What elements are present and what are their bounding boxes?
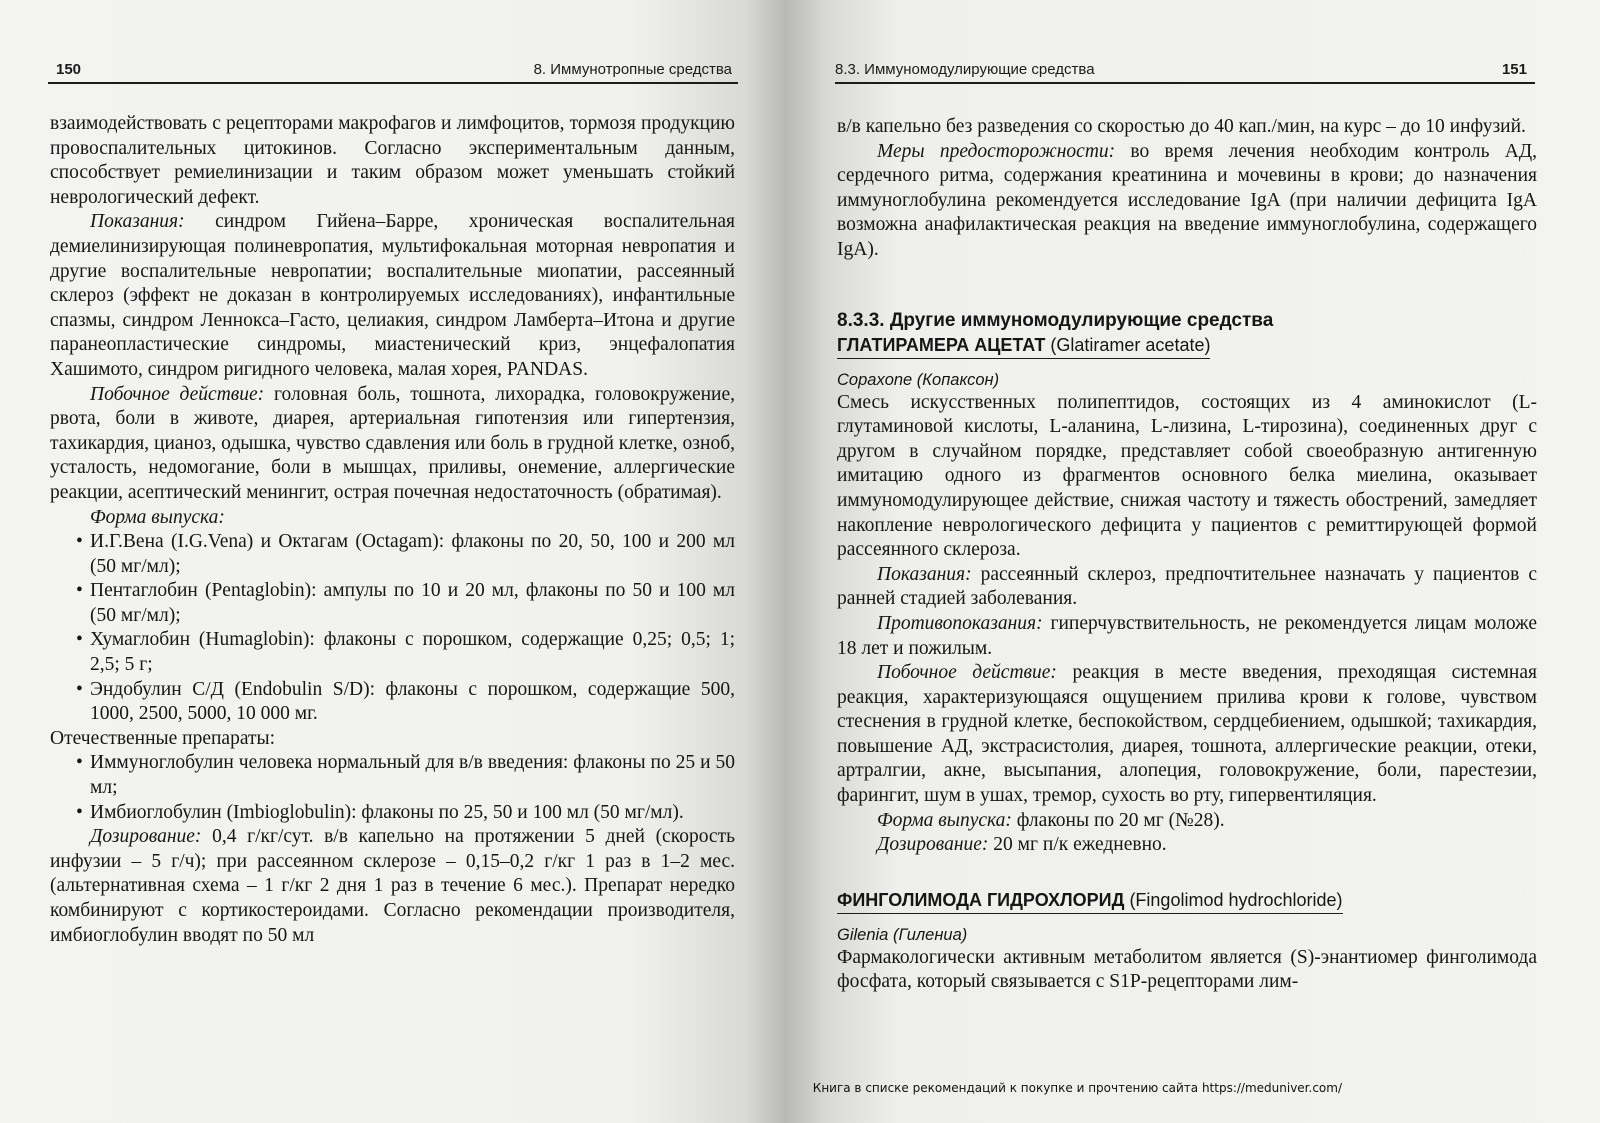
glatiramer-dosage bbox=[837, 833, 1537, 858]
left-chapter-title: 8. Иммунотропные средства bbox=[533, 61, 732, 78]
contraindications-label: Противопоказания: bbox=[877, 612, 1043, 634]
precautions-paragraph bbox=[837, 140, 1537, 263]
right-page bbox=[785, 0, 1600, 1123]
right-running-head bbox=[835, 52, 1535, 84]
fingolimod-name-lat: (Fingolimod hydrochloride) bbox=[1129, 889, 1343, 910]
side-effects-paragraph bbox=[50, 383, 735, 506]
left-page bbox=[0, 0, 785, 1123]
list-item: • Имбиоглобулин (Imbioglobulin): флаконы по 25, 50 и 100 мл (50 мг/мл). bbox=[76, 801, 684, 823]
side-effects-label: Побочное действие: bbox=[90, 383, 265, 405]
side-effects-label: Побочное действие: bbox=[877, 662, 1057, 684]
indications-text: рассеянный склероз, предпочтительнее назначать у пациентов с ранней стадией заболевания. bbox=[837, 563, 1537, 610]
release-form-text: флаконы по 20 мг (№28). bbox=[1016, 809, 1225, 831]
continuation-paragraph: в/в капельно без разведения со скоростью до 40 кап./мин, на курс – до 10 инфузий. bbox=[837, 116, 1526, 137]
list-item-text: Хумаглобин (Humaglobin): флаконы с порошком, содержащие 0,25; 0,5; 1; 2,5; 5 г; bbox=[90, 629, 735, 676]
glatiramer-name-ru: ГЛАТИРАМЕРА АЦЕТАТ bbox=[837, 334, 1046, 355]
domestic-label: Отечественные препараты: bbox=[50, 727, 276, 749]
indications-label: Показания: bbox=[877, 563, 972, 585]
side-effects-text: реакция в месте введения, преходящая системная реакция, характеризующаяся ощущением прилива крови к голове, чувством стеснения в грудной клетке, беспокойством, сердцебиением, одышкой; тахикардия, повышение АД, экстрасистолия, диарея, тошнота, аллергические реакции, отеки, артралгии, акне, высыпания, алопеция, головокружение, боли, парестезии, фарингит, шум в ушах, тремор, сухость во рту, гипервентиляция. bbox=[837, 662, 1537, 807]
glatiramer-contraindications bbox=[837, 612, 1537, 661]
glatiramer-name-lat: (Glatiramer acetate) bbox=[1050, 334, 1211, 355]
list-item: • Эндобулин С/Д (Endobulin S/D): флаконы с порошком, содержащие 500, 1000, 2500, 5000, 10 000 мг. bbox=[76, 678, 735, 725]
fingolimod-name-ru: ФИНГОЛИМОДА ГИДРОХЛОРИД bbox=[837, 889, 1125, 910]
right-page-body bbox=[837, 115, 1537, 995]
right-chapter-title: 8.3. Иммуномодулирующие средства bbox=[835, 61, 1095, 78]
list-item-text: Эндобулин С/Д (Endobulin S/D): флаконы с порошком, содержащие 500, 1000, 2500, 5000, 10 000 мг. bbox=[90, 678, 735, 725]
indications-text: синдром Гийена–Барре, хроническая воспалительная демиелинизирующая полиневропатия, мультифокальная моторная невропатия и другие воспалительные невропатии; воспалительные миопатии, рассеянный склероз (эффект не доказан в контролируемых исследованиях), инфантильные спазмы, синдром Леннокса–Гасто, целиакия, синдром Ламберта–Итона и другие паранеопластические синдромы, миастенический криз, энцефалопатия Хашимото, синдром ригидного человека, малая хорея, PANDAS. bbox=[50, 211, 736, 380]
list-item-text: И.Г.Вена (I.G.Vena) и Октагам (Octagam): флаконы по 20, 50, 100 и 200 мл (50 мг/мл); bbox=[90, 531, 735, 577]
dosage-text: 0,4 г/кг/сут. в/в капельно на протяжении 5 дней (скорость инфузии – 5 г/ч); при рассеянном склерозе – 0,15–0,2 г/кг 1 раз в 1–2 мес. (альтернативная схема – 1 г/кг 2 дня 1 раз в течение 6 мес.). Препарат нередко комбинируют с кортикостероидами. Согласно рекомендации производителя, имбиоглобулин вводят по 50 мл bbox=[50, 826, 736, 946]
list-item-text: Пентаглобин (Pentaglobin): ампулы по 10 и 20 мл, флаконы по 50 и 100 мл (50 мг/мл); bbox=[90, 580, 735, 626]
list-item: • Иммуноглобулин человека нормальный для в/в введения: флаконы по 25 и 50 мл; bbox=[76, 752, 735, 799]
dosage-label: Дозирование: bbox=[90, 826, 202, 848]
precautions-label: Меры предосторожности: bbox=[877, 140, 1116, 162]
source-footer-note: Книга в списке рекомендаций к покупке и прочтению сайта https://meduniver.com/ bbox=[812, 1081, 1342, 1095]
glatiramer-description: Смесь искусственных полипептидов, состоящих из 4 аминокислот (L-глутаминовой кислоты, L-аланина, L-лизина, L-тирозина), соединенных друг с другом в случайном порядке, представляет собой своеобразную антигенную имитацию одного из фрагментов основного белка миелина, оказывает иммуномодулирующее действие, снижая частоту и тяжесть обострений, замедляет накопление неврологического дефицита у пациентов с ремиттирующей формой рассеянного склероза. bbox=[837, 391, 1537, 561]
fingolimod-brand: Gilenia (Гилениа) bbox=[837, 925, 968, 944]
contraindications-text: гиперчувствительность, не рекомендуется лицам моложе 18 лет и пожилым. bbox=[837, 612, 1538, 659]
glatiramer-release-form bbox=[837, 809, 1537, 834]
release-form-label: Форма выпуска: bbox=[90, 506, 225, 528]
glatiramer-heading bbox=[837, 333, 1210, 359]
right-page-number: 151 bbox=[1501, 61, 1527, 78]
section-heading: 8.3.3. Другие иммуномодулирующие средства bbox=[837, 309, 1274, 331]
list-item-text: Иммуноглобулин человека нормальный для в/в введения: флаконы по 25 и 50 мл; bbox=[90, 752, 735, 799]
left-page-number: 150 bbox=[56, 61, 82, 78]
fingolimod-description: Фармакологически активным метаболитом является (S)-энантиомер финголимода фосфата, который связывается с S1P-рецепторами лим- bbox=[837, 946, 1537, 993]
indications-label: Показания: bbox=[90, 211, 185, 233]
list-item: • Пентаглобин (Pentaglobin): ампулы по 10 и 20 мл, флаконы по 50 и 100 мл (50 мг/мл); bbox=[76, 580, 735, 626]
left-running-head bbox=[48, 52, 738, 84]
side-effects-text: головная боль, тошнота, лихорадка, головокружение, рвота, боли в животе, диарея, артериальная гипотензия или гипертензия, тахикардия, цианоз, одышка, чувство сдавления или боль в грудной клетке, озноб, усталость, недомогание, боли в мышцах, приливы, онемение, аллергические реакции, асептический менингит, острая почечная недостаточность (обратимая). bbox=[50, 383, 736, 503]
glatiramer-indications bbox=[837, 563, 1537, 612]
indications-paragraph bbox=[50, 210, 735, 382]
list-item-text: Имбиоглобулин (Imbioglobulin): флаконы по 25, 50 и 100 мл (50 мг/мл). bbox=[90, 801, 684, 823]
glatiramer-brand: Copaxone (Копаксон) bbox=[837, 370, 1000, 389]
intro-paragraph: взаимодействовать с рецепторами макрофагов и лимфоцитов, тормозя продукцию провоспалительных цитокинов. Согласно экспериментальным данным, способствует ремиелинизации и таким образом может уменьшать стойкий неврологический дефект. bbox=[50, 113, 735, 208]
dosage-paragraph bbox=[50, 825, 735, 948]
left-page-body bbox=[50, 112, 735, 948]
glatiramer-side-effects bbox=[837, 661, 1537, 809]
fingolimod-heading bbox=[837, 888, 1343, 914]
list-item: • И.Г.Вена (I.G.Vena) и Октагам (Octagam): флаконы по 20, 50, 100 и 200 мл (50 мг/мл); bbox=[76, 531, 735, 577]
precautions-text: во время лечения необходим контроль АД, сердечного ритма, содержания креатинина и мочевины в крови; до назначения иммуноглобулина рекомендуется исследование IgA (при наличии дефицита IgA возможна анафилактическая реакция на введение иммуноглобулина, содержащего IgA). bbox=[837, 140, 1538, 260]
dosage-text: 20 мг п/к ежедневно. bbox=[993, 834, 1167, 856]
list-item: • Хумаглобин (Humaglobin): флаконы с порошком, содержащие 0,25; 0,5; 1; 2,5; 5 г; bbox=[76, 629, 735, 676]
dosage-label: Дозирование: bbox=[877, 834, 989, 856]
release-form-label: Форма выпуска: bbox=[877, 809, 1012, 831]
